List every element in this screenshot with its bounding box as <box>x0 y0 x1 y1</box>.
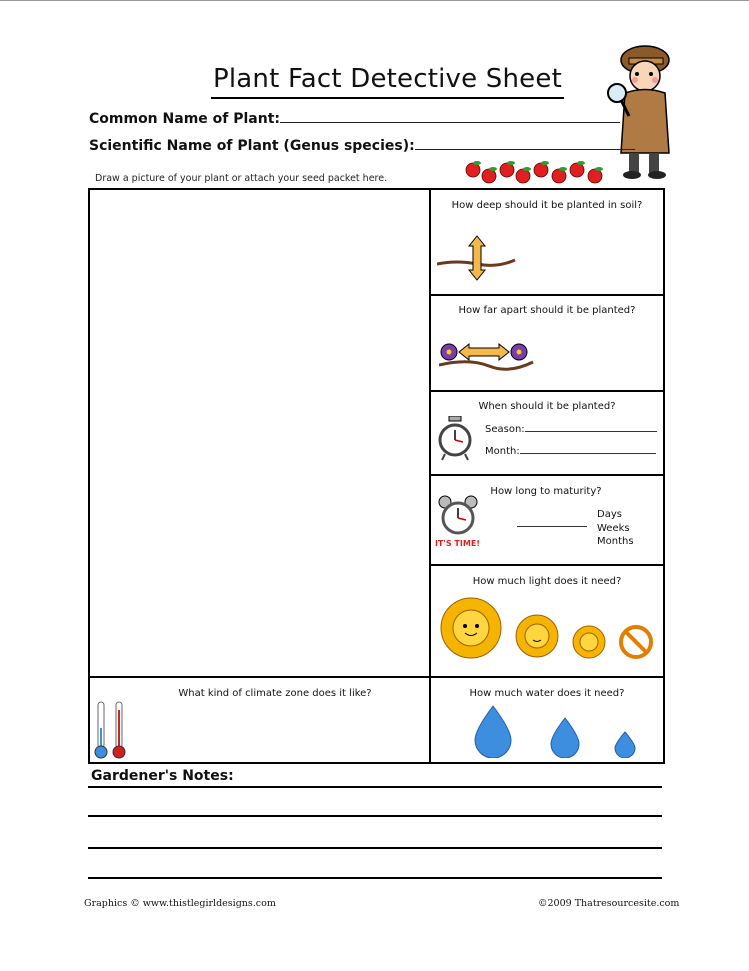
drawing-area[interactable] <box>88 188 431 678</box>
light-question: How much light does it need? <box>472 576 622 587</box>
top-border <box>0 0 749 1</box>
depth-question: How deep should it be planted in soil? <box>451 200 643 211</box>
when-question: When should it be planted? <box>478 401 616 412</box>
days-label: Days <box>597 509 622 520</box>
water-question: How much water does it need? <box>469 688 625 699</box>
scientific-name-line[interactable] <box>415 139 635 150</box>
thermometer-icon <box>94 698 134 760</box>
its-time-text: IT'S TIME! <box>435 539 480 548</box>
water-cell <box>429 676 665 764</box>
months-label: Months <box>597 536 634 547</box>
season-field[interactable] <box>485 424 657 435</box>
common-name-line[interactable] <box>280 112 620 123</box>
maturity-blank[interactable] <box>517 526 587 527</box>
alarm-clock-icon <box>435 494 493 552</box>
climate-cell <box>88 676 431 764</box>
maturity-question: How long to maturity? <box>490 486 602 497</box>
large-drop-icon <box>475 706 511 758</box>
maturity-cell <box>429 474 665 566</box>
apples-decoration <box>463 158 609 186</box>
spacing-cell <box>429 294 665 392</box>
notes-line[interactable] <box>88 847 662 849</box>
medium-drop-icon <box>551 718 579 758</box>
fact-grid <box>88 188 662 761</box>
common-name-label: Common Name of Plant: <box>89 111 280 127</box>
low-sun-icon <box>573 626 605 658</box>
season-label: Season: <box>485 424 525 435</box>
drawing-instruction: Draw a picture of your plant or attach your seed packet here. <box>95 173 388 184</box>
clock-icon <box>437 416 473 462</box>
notes-line[interactable] <box>88 786 662 788</box>
no-sun-icon <box>621 627 651 657</box>
depth-cell <box>429 188 665 296</box>
depth-arrow-icon <box>437 234 517 284</box>
page-title: Plant Fact Detective Sheet <box>211 62 564 99</box>
spacing-question: How far apart should it be planted? <box>458 305 636 316</box>
notes-line[interactable] <box>88 815 662 817</box>
common-name-field[interactable] <box>89 111 620 127</box>
full-sun-icon <box>441 598 501 658</box>
scientific-name-field[interactable] <box>89 138 635 154</box>
maturity-units <box>597 508 634 549</box>
light-cell <box>429 564 665 679</box>
climate-question: What kind of climate zone does it like? <box>178 688 372 699</box>
month-field[interactable] <box>485 446 656 457</box>
when-cell <box>429 390 665 476</box>
month-label: Month: <box>485 446 520 457</box>
small-drop-icon <box>615 732 635 758</box>
scientific-name-label: Scientific Name of Plant (Genus species): <box>89 138 415 154</box>
notes-line[interactable] <box>88 877 662 879</box>
partial-sun-icon <box>516 615 558 657</box>
notes-label: Gardener's Notes: <box>91 768 234 784</box>
weeks-label: Weeks <box>597 522 630 534</box>
footer-credit-left: Graphics © www.thistlegirldesigns.com <box>84 898 276 909</box>
sun-scale-icons <box>437 596 662 666</box>
water-drops-icons <box>469 704 639 758</box>
footer-credit-right: ©2009 Thatresourcesite.com <box>538 898 680 909</box>
spacing-arrow-icon <box>439 340 534 375</box>
